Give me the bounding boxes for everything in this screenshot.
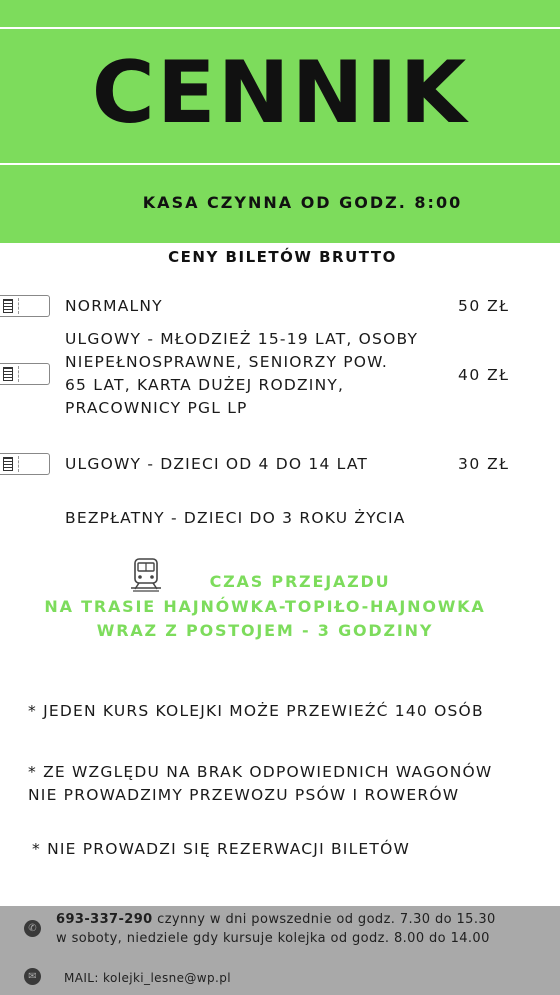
ticket-icon bbox=[0, 295, 50, 317]
travel-line: NA TRASIE HAJNÓWKA-TOPIŁO-HAJNOWKA bbox=[44, 596, 486, 616]
price-item-line: NIEPEŁNOSPRAWNE, SENIORZY POW. bbox=[65, 353, 389, 371]
price-item-label bbox=[65, 328, 445, 420]
note bbox=[28, 761, 548, 807]
phone-icon: ✆ bbox=[24, 920, 41, 937]
mail-address[interactable]: MAIL: kolejki_lesne@wp.pl bbox=[64, 971, 231, 985]
header-divider-top bbox=[0, 27, 560, 29]
price-item-value: 50 ZŁ bbox=[458, 297, 510, 315]
travel-time-info bbox=[0, 570, 530, 644]
note-line: NIE PROWADZIMY PRZEWOZU PSÓW I ROWERÓW bbox=[28, 786, 460, 804]
price-item-line: NORMALNY bbox=[65, 297, 163, 315]
header-divider-bottom bbox=[0, 163, 560, 165]
note bbox=[28, 700, 548, 723]
ticket-icon bbox=[0, 363, 50, 385]
note-line: * NIE PROWADZI SIĘ REZERWACJI BILETÓW bbox=[32, 840, 410, 858]
price-item-label bbox=[65, 507, 445, 530]
phone-hours-weekend: w soboty, niedziele gdy kursuje kolejka od godz. 8.00 do 14.00 bbox=[56, 931, 490, 946]
price-section-title: CENY BILETÓW BRUTTO bbox=[168, 248, 397, 266]
phone-number[interactable]: 693-337-290 bbox=[56, 912, 153, 927]
phone-info bbox=[56, 910, 496, 948]
travel-line: CZAS PRZEJAZDU bbox=[209, 572, 391, 591]
price-item-label bbox=[65, 295, 445, 318]
price-item-line: 65 LAT, KARTA DUŻEJ RODZINY, bbox=[65, 376, 345, 394]
opening-hours: KASA CZYNNA OD GODZ. 8:00 bbox=[142, 193, 463, 212]
price-item-line: PRACOWNICY PGL LP bbox=[65, 399, 248, 417]
note-line: * JEDEN KURS KOLEJKI MOŻE PRZEWIEŹĆ 140 OSÓB bbox=[28, 702, 484, 720]
price-item-line: ULGOWY - DZIECI OD 4 DO 14 LAT bbox=[65, 455, 369, 473]
travel-line: WRAZ Z POSTOJEM - 3 GODZINY bbox=[96, 621, 434, 640]
page-title: CENNIK bbox=[91, 43, 469, 143]
price-item-value: 30 ZŁ bbox=[458, 455, 510, 473]
price-item-line: BEZPŁATNY - DZIECI DO 3 ROKU ŻYCIA bbox=[65, 509, 406, 527]
contact-footer bbox=[0, 906, 560, 995]
price-item-label bbox=[65, 453, 445, 476]
mail-icon: ✉ bbox=[24, 968, 41, 985]
note-line: * ZE WZGLĘDU NA BRAK ODPOWIEDNICH WAGONÓW bbox=[28, 763, 493, 781]
price-item-line: ULGOWY - MŁODZIEŻ 15-19 LAT, OSOBY bbox=[65, 330, 419, 348]
ticket-icon bbox=[0, 453, 50, 475]
phone-hours: czynny w dni powszednie od godz. 7.30 do 15.30 bbox=[152, 912, 496, 927]
note bbox=[32, 838, 552, 861]
price-item-value: 40 ZŁ bbox=[458, 366, 510, 384]
